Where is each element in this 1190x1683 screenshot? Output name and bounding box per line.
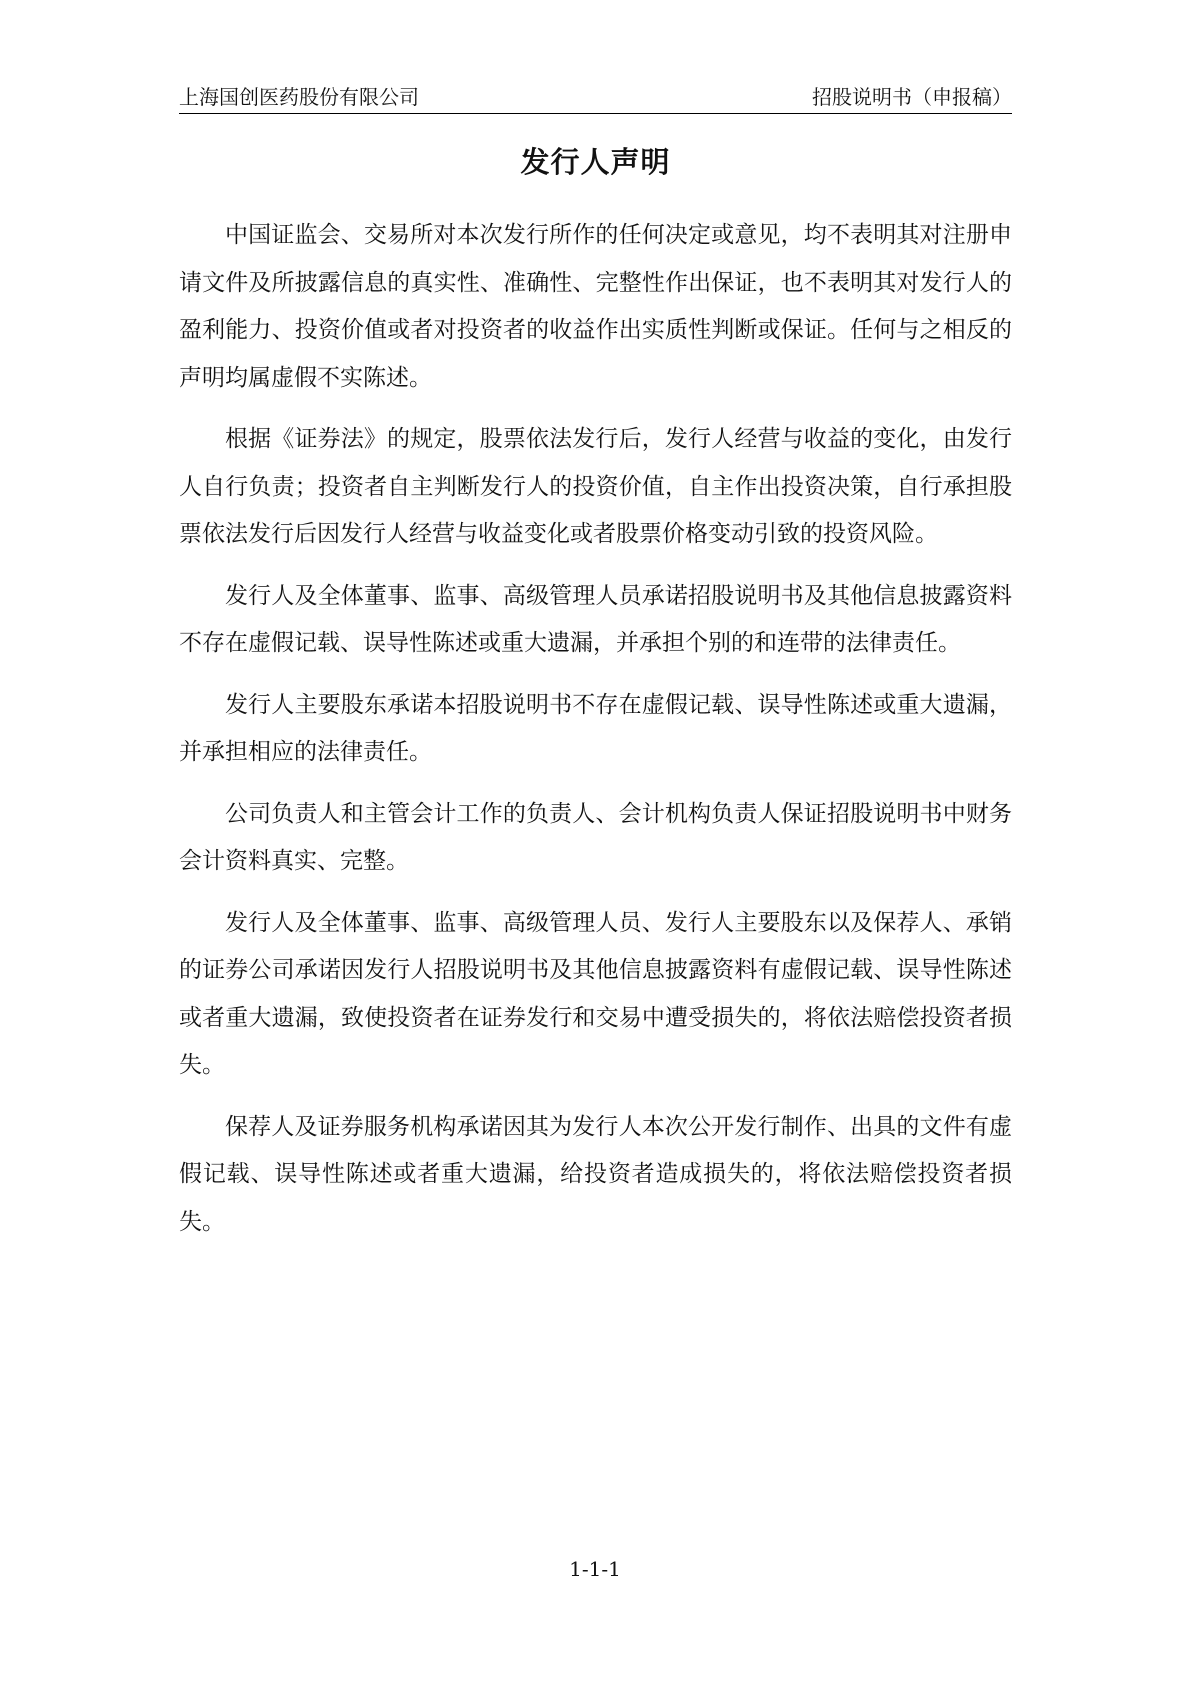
document-body (179, 212, 1012, 1260)
paragraph-financial-guarantee: 公司负责人和主管会计工作的负责人、会计机构负责人保证招股说明书中财务会计资料真实、完整。 (179, 800, 1012, 874)
header-company-name: 上海国创医药股份有限公司 (179, 85, 419, 109)
page-number: 1-1-1 (569, 1557, 621, 1581)
paragraph-shareholders-commitment: 发行人主要股东承诺本招股说明书不存在虚假记载、误导性陈述或重大遗漏，并承担相应的法律责任。 (179, 691, 1012, 765)
paragraph-regulator-disclaimer: 中国证监会、交易所对本次发行所作的任何决定或意见，均不表明其对注册申请文件及所披露信息的真实性、准确性、完整性作出保证，也不表明其对发行人的盈利能力、投资价值或者对投资者的收益作出实质性判断或保证。任何与之相反的声明均属虚假不实陈述。 (179, 222, 1012, 391)
paragraph-compensation-commitment: 发行人及全体董事、监事、高级管理人员、发行人主要股东以及保荐人、承销的证券公司承诺因发行人招股说明书及其他信息披露资料有虚假记载、误导性陈述或者重大遗漏，致使投资者在证券发行和交易中遭受损失的，将依法赔偿投资者损失。 (179, 909, 1012, 1078)
header-document-type: 招股说明书（申报稿） (812, 85, 1012, 109)
paragraph-directors-commitment: 发行人及全体董事、监事、高级管理人员承诺招股说明书及其他信息披露资料不存在虚假记载、误导性陈述或重大遗漏，并承担个别的和连带的法律责任。 (179, 582, 1012, 656)
page-header (179, 83, 1012, 114)
paragraph-sponsor-commitment: 保荐人及证券服务机构承诺因其为发行人本次公开发行制作、出具的文件有虚假记载、误导性陈述或者重大遗漏，给投资者造成损失的，将依法赔偿投资者损失。 (179, 1113, 1012, 1235)
page-title: 发行人声明 (520, 145, 671, 179)
paragraph-securities-law: 根据《证券法》的规定，股票依法发行后，发行人经营与收益的变化，由发行人自行负责；投资者自主判断发行人的投资价值，自主作出投资决策，自行承担股票依法发行后因发行人经营与收益变化或者股票价格变动引致的投资风险。 (179, 426, 1012, 547)
